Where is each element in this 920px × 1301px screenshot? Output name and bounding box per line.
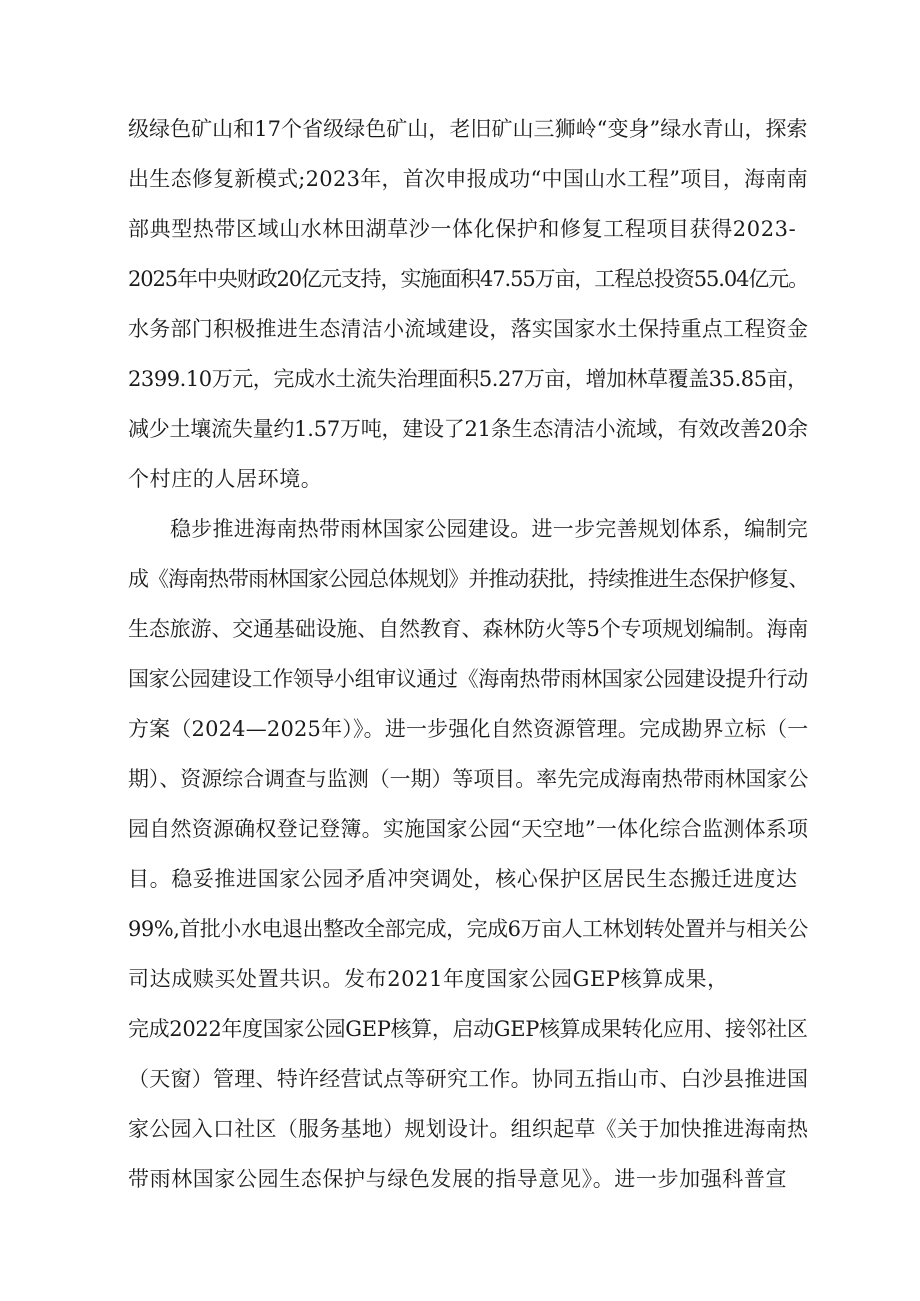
text-line: 2025年中央财政20亿元支持，实施面积47.55万亩，工程总投资55.04亿元。 xyxy=(128,267,809,291)
text-line: 水务部门积极推进生态清洁小流域建设，落实国家水土保持重点工程资金 xyxy=(128,317,809,341)
text-line: 部典型热带区域山水林田湖草沙一体化保护和修复工程项目获得2023- xyxy=(128,217,797,241)
text-line: 目。稳妥推进国家公园矛盾冲突调处，核心保护区居民生态搬迁进度达 xyxy=(128,867,798,891)
text-line: 国家公园建设工作领导小组审议通过《海南热带雨林国家公园建设提升行动 xyxy=(128,667,808,691)
text-line: 完成2022年度国家公园GEP核算，启动GEP核算成果转化应用、接邻社区 xyxy=(128,1017,808,1041)
text-line: （天窗）管理、特许经营试点等研究工作。协同五指山市、白沙县推进国 xyxy=(128,1067,809,1091)
text-line: 成《海南热带雨林国家公园总体规划》并推动获批，持续推进生态保护修复、 xyxy=(128,567,809,591)
text-line: 减少土壤流失量约1.57万吨，建设了21条生态清洁小流域，有效改善20余 xyxy=(128,417,808,441)
text-line: 出生态修复新模式;2023年，首次申报成功“中国山水工程”项目，海南南 xyxy=(128,167,808,191)
text-line: 带雨林国家公园生态保护与绿色发展的指导意见》。进一步加强科普宣 xyxy=(128,1167,788,1191)
text-line-indented: 稳步推进海南热带雨林国家公园建设。进一步完善规划体系，编制完 xyxy=(170,517,808,541)
text-line: 家公园入口社区（服务基地）规划设计。组织起草《关于加快推进海南热 xyxy=(128,1117,809,1141)
text-line: 级绿色矿山和17个省级绿色矿山，老旧矿山三狮岭“变身”绿水青山，探索 xyxy=(128,117,808,141)
text-line: 99%,首批小水电退出整改全部完成，完成6万亩人工林划转处置并与相关公 xyxy=(128,917,808,941)
text-line: 期）、资源综合调查与监测（一期）等项目。率先完成海南热带雨林国家公 xyxy=(128,767,809,791)
text-line: 方案（2024—2025年）》。进一步强化自然资源管理。完成勘界立标（一 xyxy=(128,717,809,741)
text-line: 个村庄的人居环境。 xyxy=(128,467,323,491)
text-line: 司达成赎买处置共识。发布2021年度国家公园GEP核算成果， xyxy=(128,967,729,991)
text-line: 生态旅游、交通基础设施、自然教育、森林防火等5个专项规划编制。海南 xyxy=(128,617,809,641)
text-line: 园自然资源确权登记登簿。实施国家公园“天空地”一体化综合监测体系项 xyxy=(128,817,809,841)
text-line: 2399.10万元，完成水土流失治理面积5.27万亩，增加林草覆盖35.85亩， xyxy=(128,367,808,391)
